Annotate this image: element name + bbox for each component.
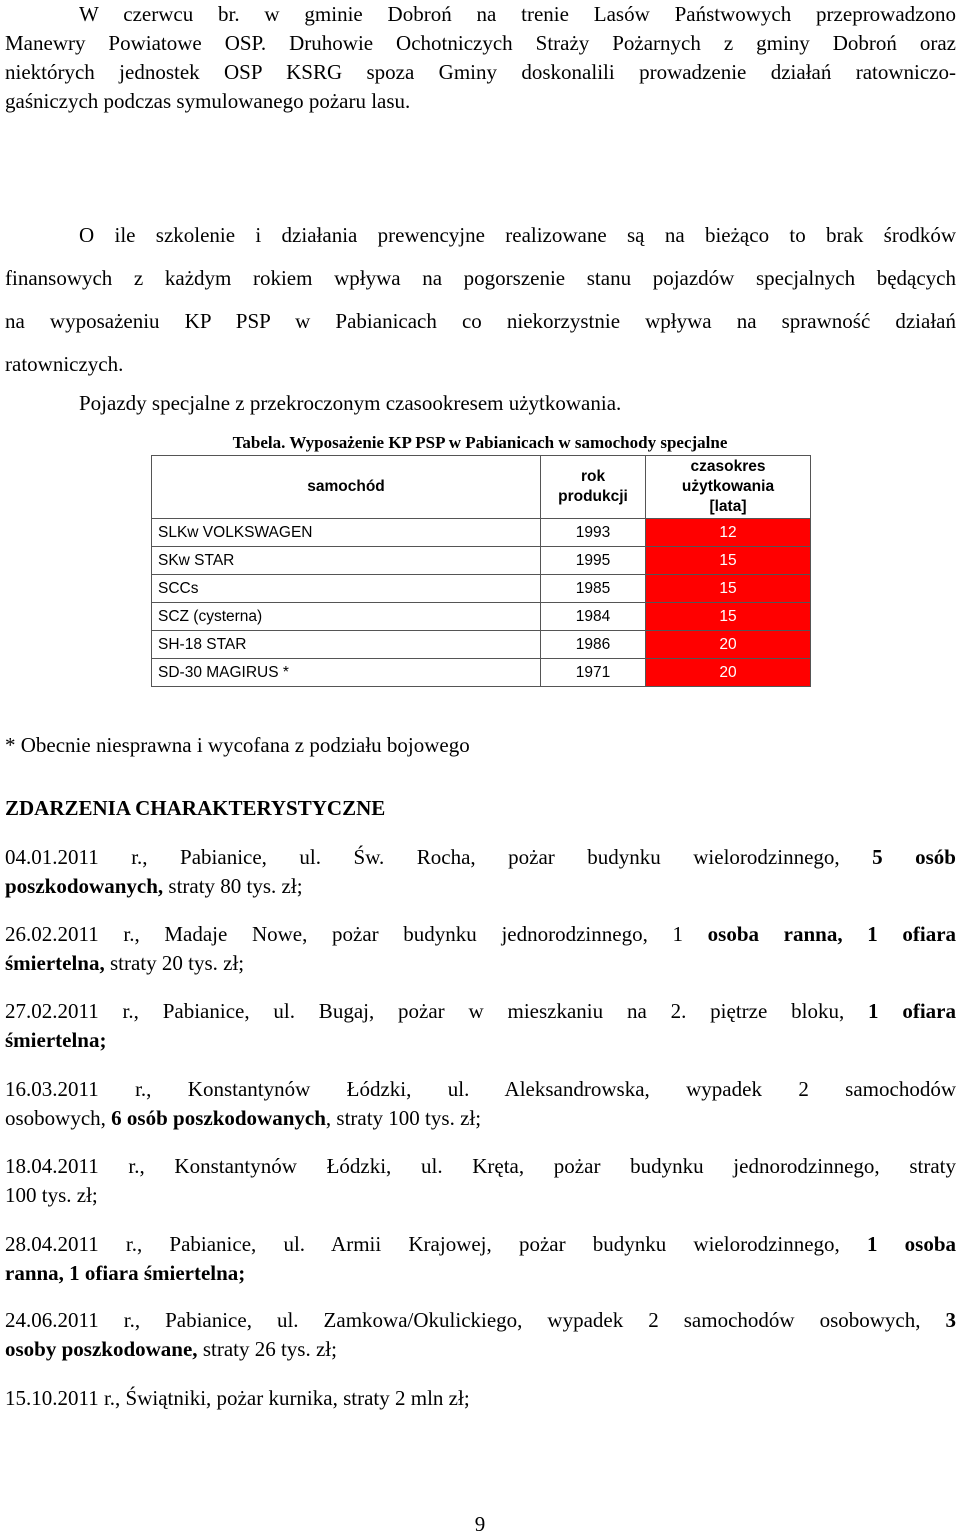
event-item <box>5 1230 956 1288</box>
event-item <box>5 997 956 1055</box>
table-row <box>152 519 811 547</box>
table-caption <box>0 431 960 455</box>
event-line: 100 tys. zł; <box>5 1183 98 1207</box>
event-item <box>5 1075 956 1133</box>
table-row <box>152 575 811 603</box>
funding-line: na wyposażeniu KP PSP w Pabianicach co niekorzystnie wpływa na sprawność działań <box>5 309 956 333</box>
table-caption-label: Tabela. <box>232 433 286 452</box>
table-row <box>152 659 811 687</box>
event-text: straty 26 tys. zł; <box>202 1337 337 1361</box>
event-text: 27.02.2011 r., Pabianice, ul. Bugaj, pożar w mieszkaniu na 2. piętrze bloku, <box>5 999 845 1023</box>
event-bold-text: 3 <box>945 1308 956 1332</box>
service-life-cell: 15 <box>646 547 811 575</box>
event-line <box>5 949 956 978</box>
event-bold-text: ranna, 1 ofiara śmiertelna; <box>5 1261 246 1285</box>
funding-line: O ile szkolenie i działania prewencyjne realizowane są na bieżąco to brak środków <box>79 223 956 247</box>
event-bold-text: 1 ofiara <box>868 999 957 1023</box>
header-year <box>541 456 646 519</box>
event-item <box>5 1384 956 1413</box>
event-line <box>5 1306 956 1335</box>
service-life-cell: 12 <box>646 519 811 547</box>
vehicle-cell: SH-18 STAR <box>152 631 541 659</box>
vehicle-cell: SCZ (cysterna) <box>152 603 541 631</box>
event-line <box>5 1335 956 1364</box>
header-service-life <box>646 456 811 519</box>
event-text: 24.06.2011 r., Pabianice, ul. Zamkowa/Okulickiego, wypadek 2 samochodów osobowych, <box>5 1308 921 1332</box>
events-heading: ZDARZENIA CHARAKTERYSTYCZNE <box>5 796 386 820</box>
event-line: 15.10.2011 r., Świątniki, pożar kurnika, straty 2 mln zł; <box>5 1386 470 1410</box>
event-line <box>5 920 956 949</box>
event-item <box>5 920 956 978</box>
event-item <box>5 1306 956 1364</box>
intro-line: Manewry Powiatowe OSP. Druhowie Ochotniczych Straży Pożarnych z gminy Dobroń oraz <box>5 31 956 55</box>
event-text: , straty 100 tys. zł; <box>325 1106 482 1130</box>
event-line: 16.03.2011 r., Konstantynów Łódzki, ul. Aleksandrowska, wypadek 2 samochodów <box>5 1077 956 1101</box>
service-life-cell: 15 <box>646 575 811 603</box>
table-row <box>152 631 811 659</box>
event-text: 26.02.2011 r., Madaje Nowe, pożar budynku jednorodzinnego, 1 <box>5 922 683 946</box>
event-line <box>5 872 956 901</box>
event-line <box>5 1259 956 1288</box>
event-item <box>5 843 956 901</box>
vehicle-cell: SKw STAR <box>152 547 541 575</box>
vehicle-cell: SLKw VOLKSWAGEN <box>152 519 541 547</box>
event-bold-text: osoby poszkodowane, <box>5 1337 198 1361</box>
intro-line: W czerwcu br. w gminie Dobroń na trenie Lasów Państwowych przeprowadzono <box>79 2 956 26</box>
funding-paragraph <box>5 214 956 386</box>
event-bold-text: 6 osób poszkodowanych <box>111 1106 326 1130</box>
service-life-cell: 20 <box>646 659 811 687</box>
event-line <box>5 843 956 872</box>
event-line: 18.04.2011 r., Konstantynów Łódzki, ul. Kręta, pożar budynku jednorodzinnego, straty <box>5 1154 956 1178</box>
event-bold-text: 5 osób <box>872 845 956 869</box>
event-bold-text: poszkodowanych, <box>5 874 164 898</box>
event-text: 28.04.2011 r., Pabianice, ul. Armii Krajowej, pożar budynku wielorodzinnego, <box>5 1232 840 1256</box>
event-line <box>5 1026 956 1055</box>
header-year-line: produkcji <box>558 488 628 505</box>
event-bold-text: śmiertelna, <box>5 951 105 975</box>
year-cell: 1985 <box>541 575 646 603</box>
event-line <box>5 1104 956 1133</box>
header-life-line: [lata] <box>709 498 747 515</box>
service-life-cell: 15 <box>646 603 811 631</box>
vehicle-cell: SD-30 MAGIRUS * <box>152 659 541 687</box>
year-cell: 1995 <box>541 547 646 575</box>
year-cell: 1986 <box>541 631 646 659</box>
table-row <box>152 603 811 631</box>
event-text: straty 20 tys. zł; <box>109 951 245 975</box>
header-life-line: czasokres <box>690 458 766 475</box>
funding-line: ratowniczych. <box>5 352 124 376</box>
table-caption-text: Wyposażenie KP PSP w Pabianicach w samochody specjalne <box>289 433 728 452</box>
event-text: osobowych, <box>5 1106 106 1130</box>
intro-paragraph <box>5 0 956 116</box>
year-cell: 1971 <box>541 659 646 687</box>
vehicles-heading: Pojazdy specjalne z przekroczonym czasookresem użytkowania. <box>79 391 622 415</box>
event-text: straty 80 tys. zł; <box>168 874 303 898</box>
event-line <box>5 997 956 1026</box>
year-cell: 1984 <box>541 603 646 631</box>
header-year-line: rok <box>580 468 606 485</box>
intro-line: niektórych jednostek OSP KSRG spoza Gminy doskonalili prowadzenie działań ratowniczo- <box>5 60 956 84</box>
page-number: 9 <box>474 1512 486 1536</box>
intro-line: gaśniczych podczas symulowanego pożaru lasu. <box>5 89 411 113</box>
event-line <box>5 1230 956 1259</box>
year-cell: 1993 <box>541 519 646 547</box>
funding-line: finansowych z każdym rokiem wpływa na pogorszenie stanu pojazdów specjalnych będących <box>5 266 956 290</box>
table-header-row <box>152 456 811 519</box>
header-life-line: użytkowania <box>681 478 775 495</box>
table-row <box>152 547 811 575</box>
event-text: 04.01.2011 r., Pabianice, ul. Św. Rocha, pożar budynku wielorodzinnego, <box>5 845 840 869</box>
vehicle-cell: SCCs <box>152 575 541 603</box>
service-life-cell: 20 <box>646 631 811 659</box>
table-footnote: * Obecnie niesprawna i wycofana z podziału bojowego <box>5 733 470 757</box>
event-bold-text: śmiertelna; <box>5 1028 107 1052</box>
header-vehicle: samochód <box>152 456 541 519</box>
event-item <box>5 1152 956 1210</box>
event-bold-text: osoba ranna, 1 ofiara <box>707 922 957 946</box>
vehicles-table <box>151 455 811 687</box>
event-bold-text: 1 osoba <box>866 1232 956 1256</box>
